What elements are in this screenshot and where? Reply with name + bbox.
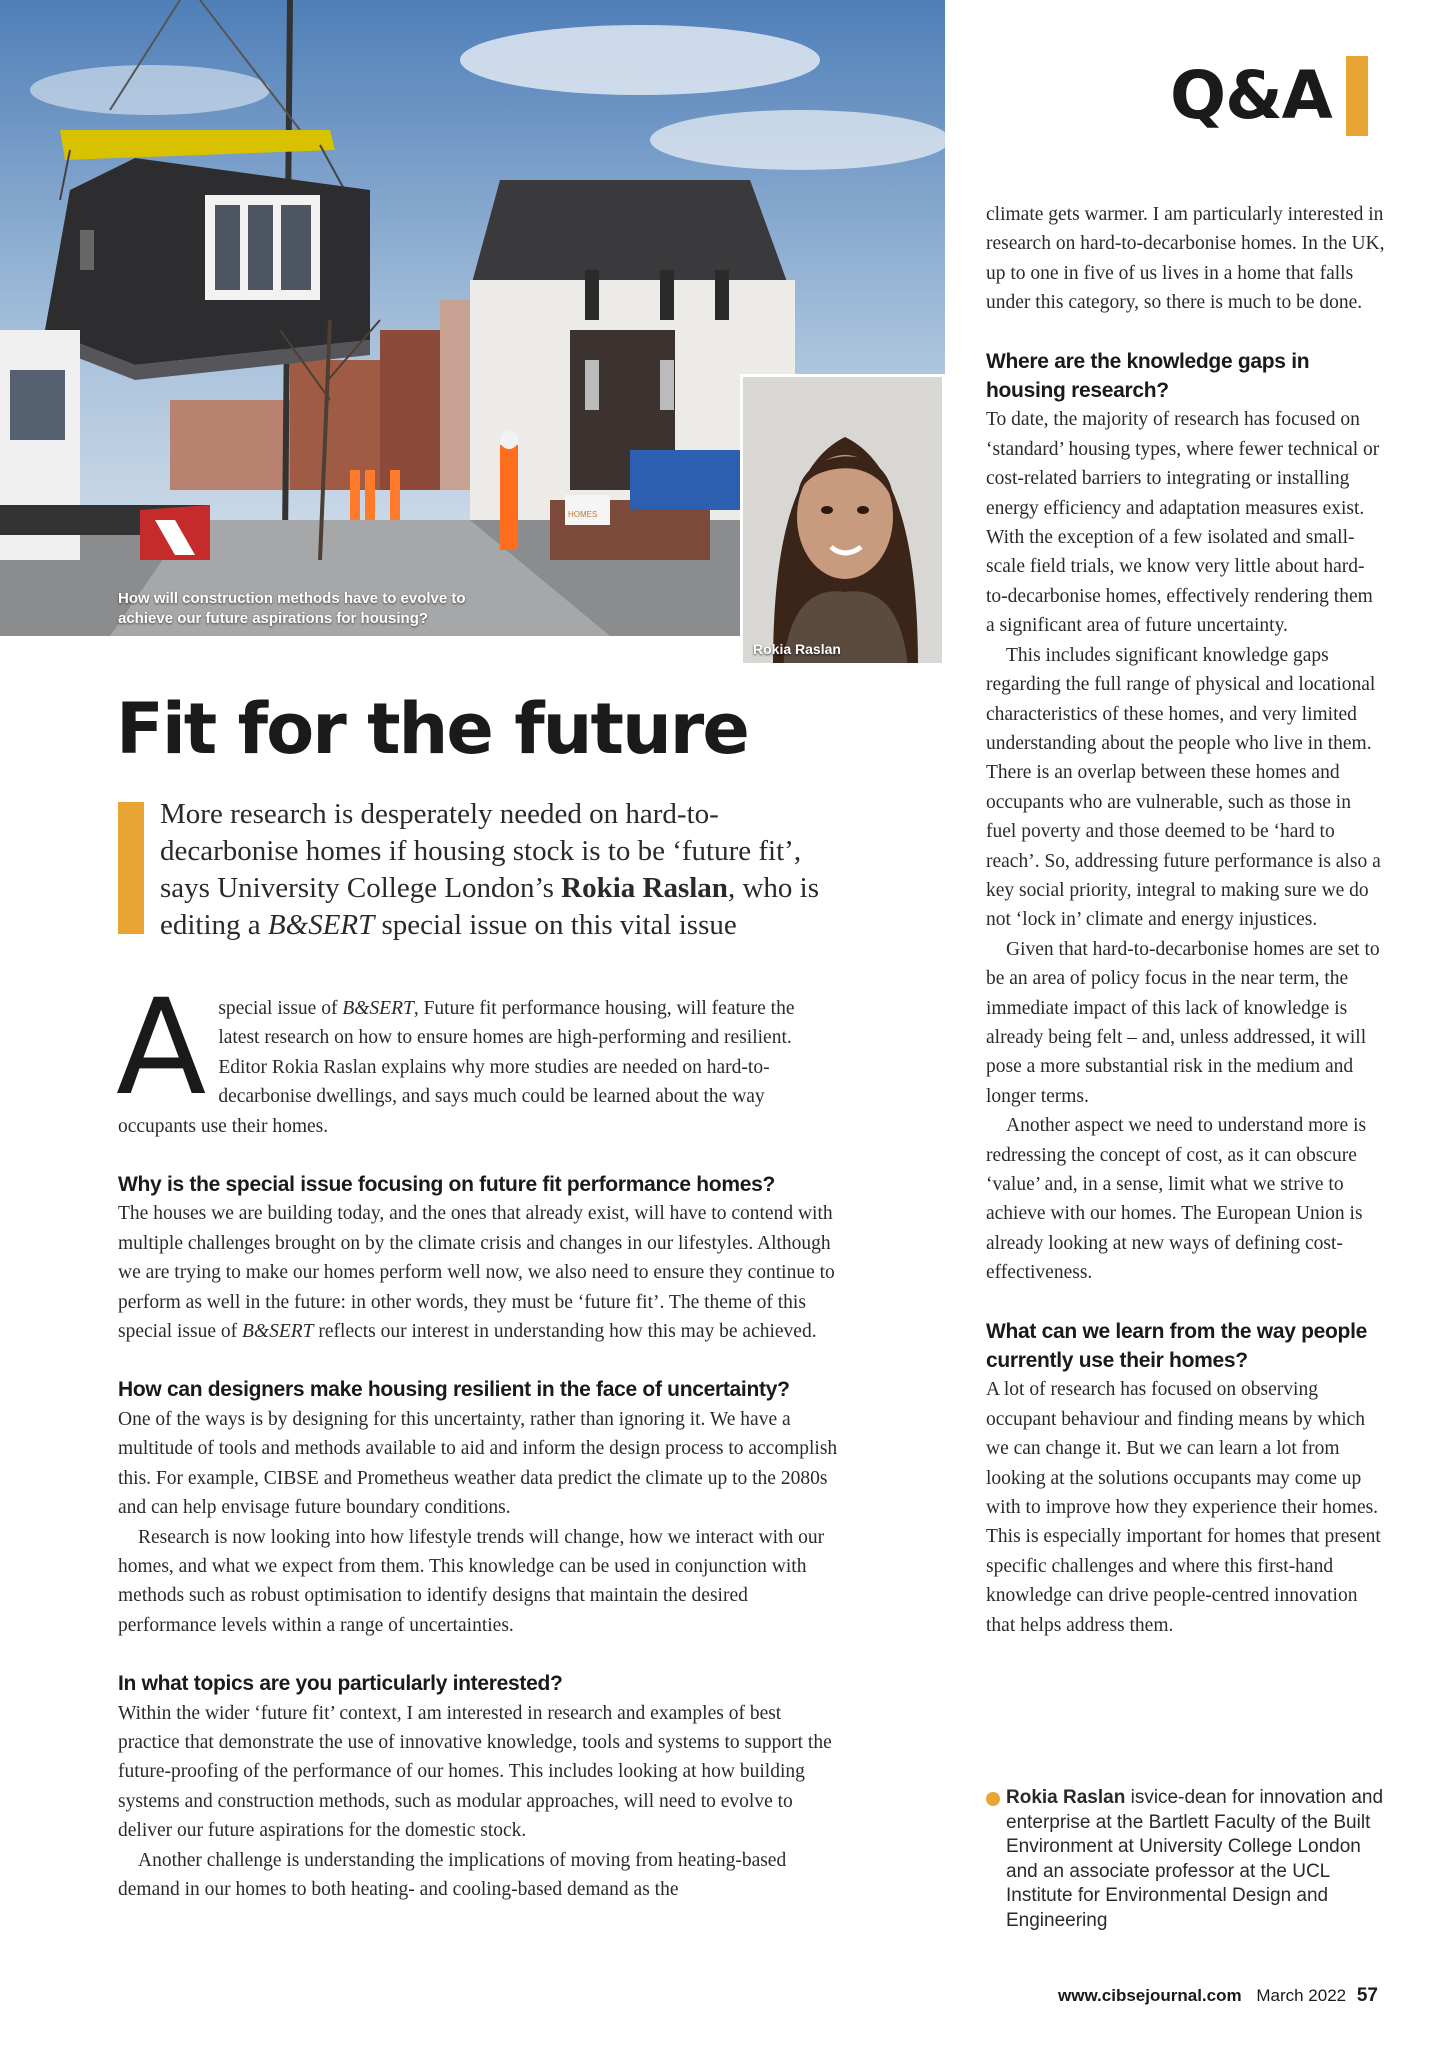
question-4: Where are the knowledge gaps in housing research? — [986, 349, 1310, 403]
intro-text — [116, 971, 838, 1141]
page-footer — [1058, 1985, 1378, 2007]
standfirst-part1: More research is desperately needed on hard-to-decarbonise homes if housing stock is to be ‘future fit’, says University College London’s — [160, 798, 802, 904]
standfirst-name: Rokia Raslan — [561, 872, 728, 904]
intro-part2: , Future fit performance housing, will feature the latest research on how to ensure homes are high-performing and resilient. Editor Rokia Raslan explains why more studies are needed on hard-to-decarbonise dwellings, and says much could be learned about the way occupants use their homes. — [118, 998, 795, 1137]
portrait-photo — [740, 374, 945, 666]
section-accent-bar — [1346, 56, 1368, 136]
body-column-left — [116, 971, 838, 1904]
bio-bullet-icon — [986, 1792, 1000, 1806]
answer-1-journal: B&SERT — [242, 1321, 314, 1343]
section-badge — [1170, 56, 1368, 136]
question-3: In what topics are you particularly interested? — [118, 1672, 563, 1696]
standfirst-accent-bar — [118, 802, 144, 934]
answer-3-continued: climate gets warmer. I am particularly interested in research on hard-to-decarbonise homes. In the UK, up to one in five of us lives in a home that falls under this category, so there is much to be done. — [986, 204, 1385, 314]
bio-text: isvice-dean for innovation and enterprise at the Bartlett Faculty of the Built Environment at University College London and an associate professor at the UCL Institute for Environmental Design and Engineering — [1006, 1787, 1384, 1931]
standfirst-part3: special issue on this vital issue — [374, 909, 737, 941]
bio-name: Rokia Raslan — [1006, 1787, 1126, 1808]
standfirst — [118, 796, 838, 944]
standfirst-part2: , who is editing a — [160, 872, 819, 941]
answer-3-paragraph-1: Within the wider ‘future fit’ context, I am interested in research and examples of best practice that demonstrate the use of innovative knowledge, tools and systems to support the future-proofing of the performance of our homes. This includes looking at how building systems and construction methods, such as modular approaches, will need to evolve to deliver our future aspirations for the domestic stock. — [118, 1702, 832, 1842]
answer-4-paragraph-3: Given that hard-to-decarbonise homes are set to be an area of policy focus in the near term, the immediate impact of this lack of knowledge is already being felt – and, unless addressed, it will pose a more substantial risk in the medium and longer terms. — [986, 938, 1380, 1107]
answer-5-paragraph-1: A lot of research has focused on observing occupant behaviour and finding means by which we can change it. But we can learn a lot from looking at the solutions occupants may come up with to improve how they experience their homes. This is especially important for homes that present specific challenges and where this first-hand knowledge can drive people-centred innovation that helps address them. — [986, 1379, 1381, 1636]
hero-caption: How will construction methods have to evolve to achieve our future aspirations for housing? — [118, 590, 466, 627]
intro-part1: special issue of — [218, 998, 343, 1019]
portrait-image — [743, 377, 945, 666]
section-label: Q&A — [1170, 57, 1332, 134]
answer-1-part1: The houses we are building today, and the ones that already exist, will have to contend with multiple challenges brought on by the climate crisis and changes in our lifestyles. Although we are trying to make our homes perform well now, we also need to ensure they continue to perform as well in the future: in other words, they must be ‘future fit’. The theme of this special issue of — [118, 1203, 835, 1343]
site-sign-text: HOMES — [568, 510, 598, 519]
answer-2-paragraph-2: Research is now looking into how lifestyle trends will change, how we interact with our homes, and what we expect from them. This knowledge can be used in conjunction with methods such as robust optimisation to identify designs that maintain the desired performance levels within a range of uncertainties. — [118, 1526, 825, 1636]
body-column-right — [986, 200, 1386, 1640]
question-2: How can designers make housing resilient in the face of uncertainty? — [118, 1378, 790, 1402]
portrait-caption: Rokia Raslan — [753, 641, 841, 657]
page-number: 57 — [1356, 1985, 1378, 2006]
answer-3-paragraph-2: Another challenge is understanding the implications of moving from heating-based demand in our homes to both heating- and cooling-based demand as the — [118, 1849, 787, 1900]
question-5: What can we learn from the way people currently use their homes? — [986, 1319, 1367, 1373]
answer-4-paragraph-4: Another aspect we need to understand more is redressing the concept of cost, as it can obscure ‘value’ and, in a sense, limit what we strive to achieve with our homes. The European Union is already looking at new ways of defining cost-effectiveness. — [986, 1115, 1367, 1284]
answer-4-paragraph-1: To date, the majority of research has focused on ‘standard’ housing types, where fewer technical or cost-related barriers to integrating or installing energy efficiency and adaptation measures exist. With the exception of a few isolated and small-scale field trials, we know very little about hard-to-decarbonise homes, effectively rendering them a significant area of future uncertainty. — [986, 409, 1380, 637]
article-headline: Fit for the future — [116, 688, 748, 770]
drop-cap: A — [116, 971, 207, 1125]
question-1: Why is the special issue focusing on future fit performance homes? — [118, 1173, 775, 1197]
intro-paragraph — [116, 971, 838, 1141]
answer-1 — [118, 1199, 838, 1346]
author-bio — [986, 1786, 1386, 1933]
standfirst-journal: B&SERT — [267, 909, 375, 941]
footer-date: March 2022 — [1256, 1986, 1347, 2005]
footer-url[interactable]: www.cibsejournal.com — [1058, 1986, 1242, 2005]
answer-4-paragraph-2: This includes significant knowledge gaps regarding the full range of physical and locational characteristics of these homes, and very limited understanding about the people who live in them. There is an overlap between these homes and occupants who are vulnerable, such as those in fuel poverty and those deemed to be ‘hard to reach’. So, addressing future performance is also a key social priority, integral to making sure we do not ‘lock in’ climate and energy injustices. — [986, 644, 1381, 931]
answer-2-paragraph-1: One of the ways is by designing for this uncertainty, rather than ignoring it. We have a multitude of tools and methods available to aid and inform the design process to accomplish this. For example, CIBSE and Prometheus weather data predict the climate up to the 2080s and can help envisage future boundary conditions. — [118, 1408, 838, 1519]
intro-journal: B&SERT — [342, 998, 414, 1019]
answer-1-part2: reflects our interest in understanding how this may be achieved. — [313, 1321, 817, 1343]
standfirst-text — [160, 796, 838, 944]
